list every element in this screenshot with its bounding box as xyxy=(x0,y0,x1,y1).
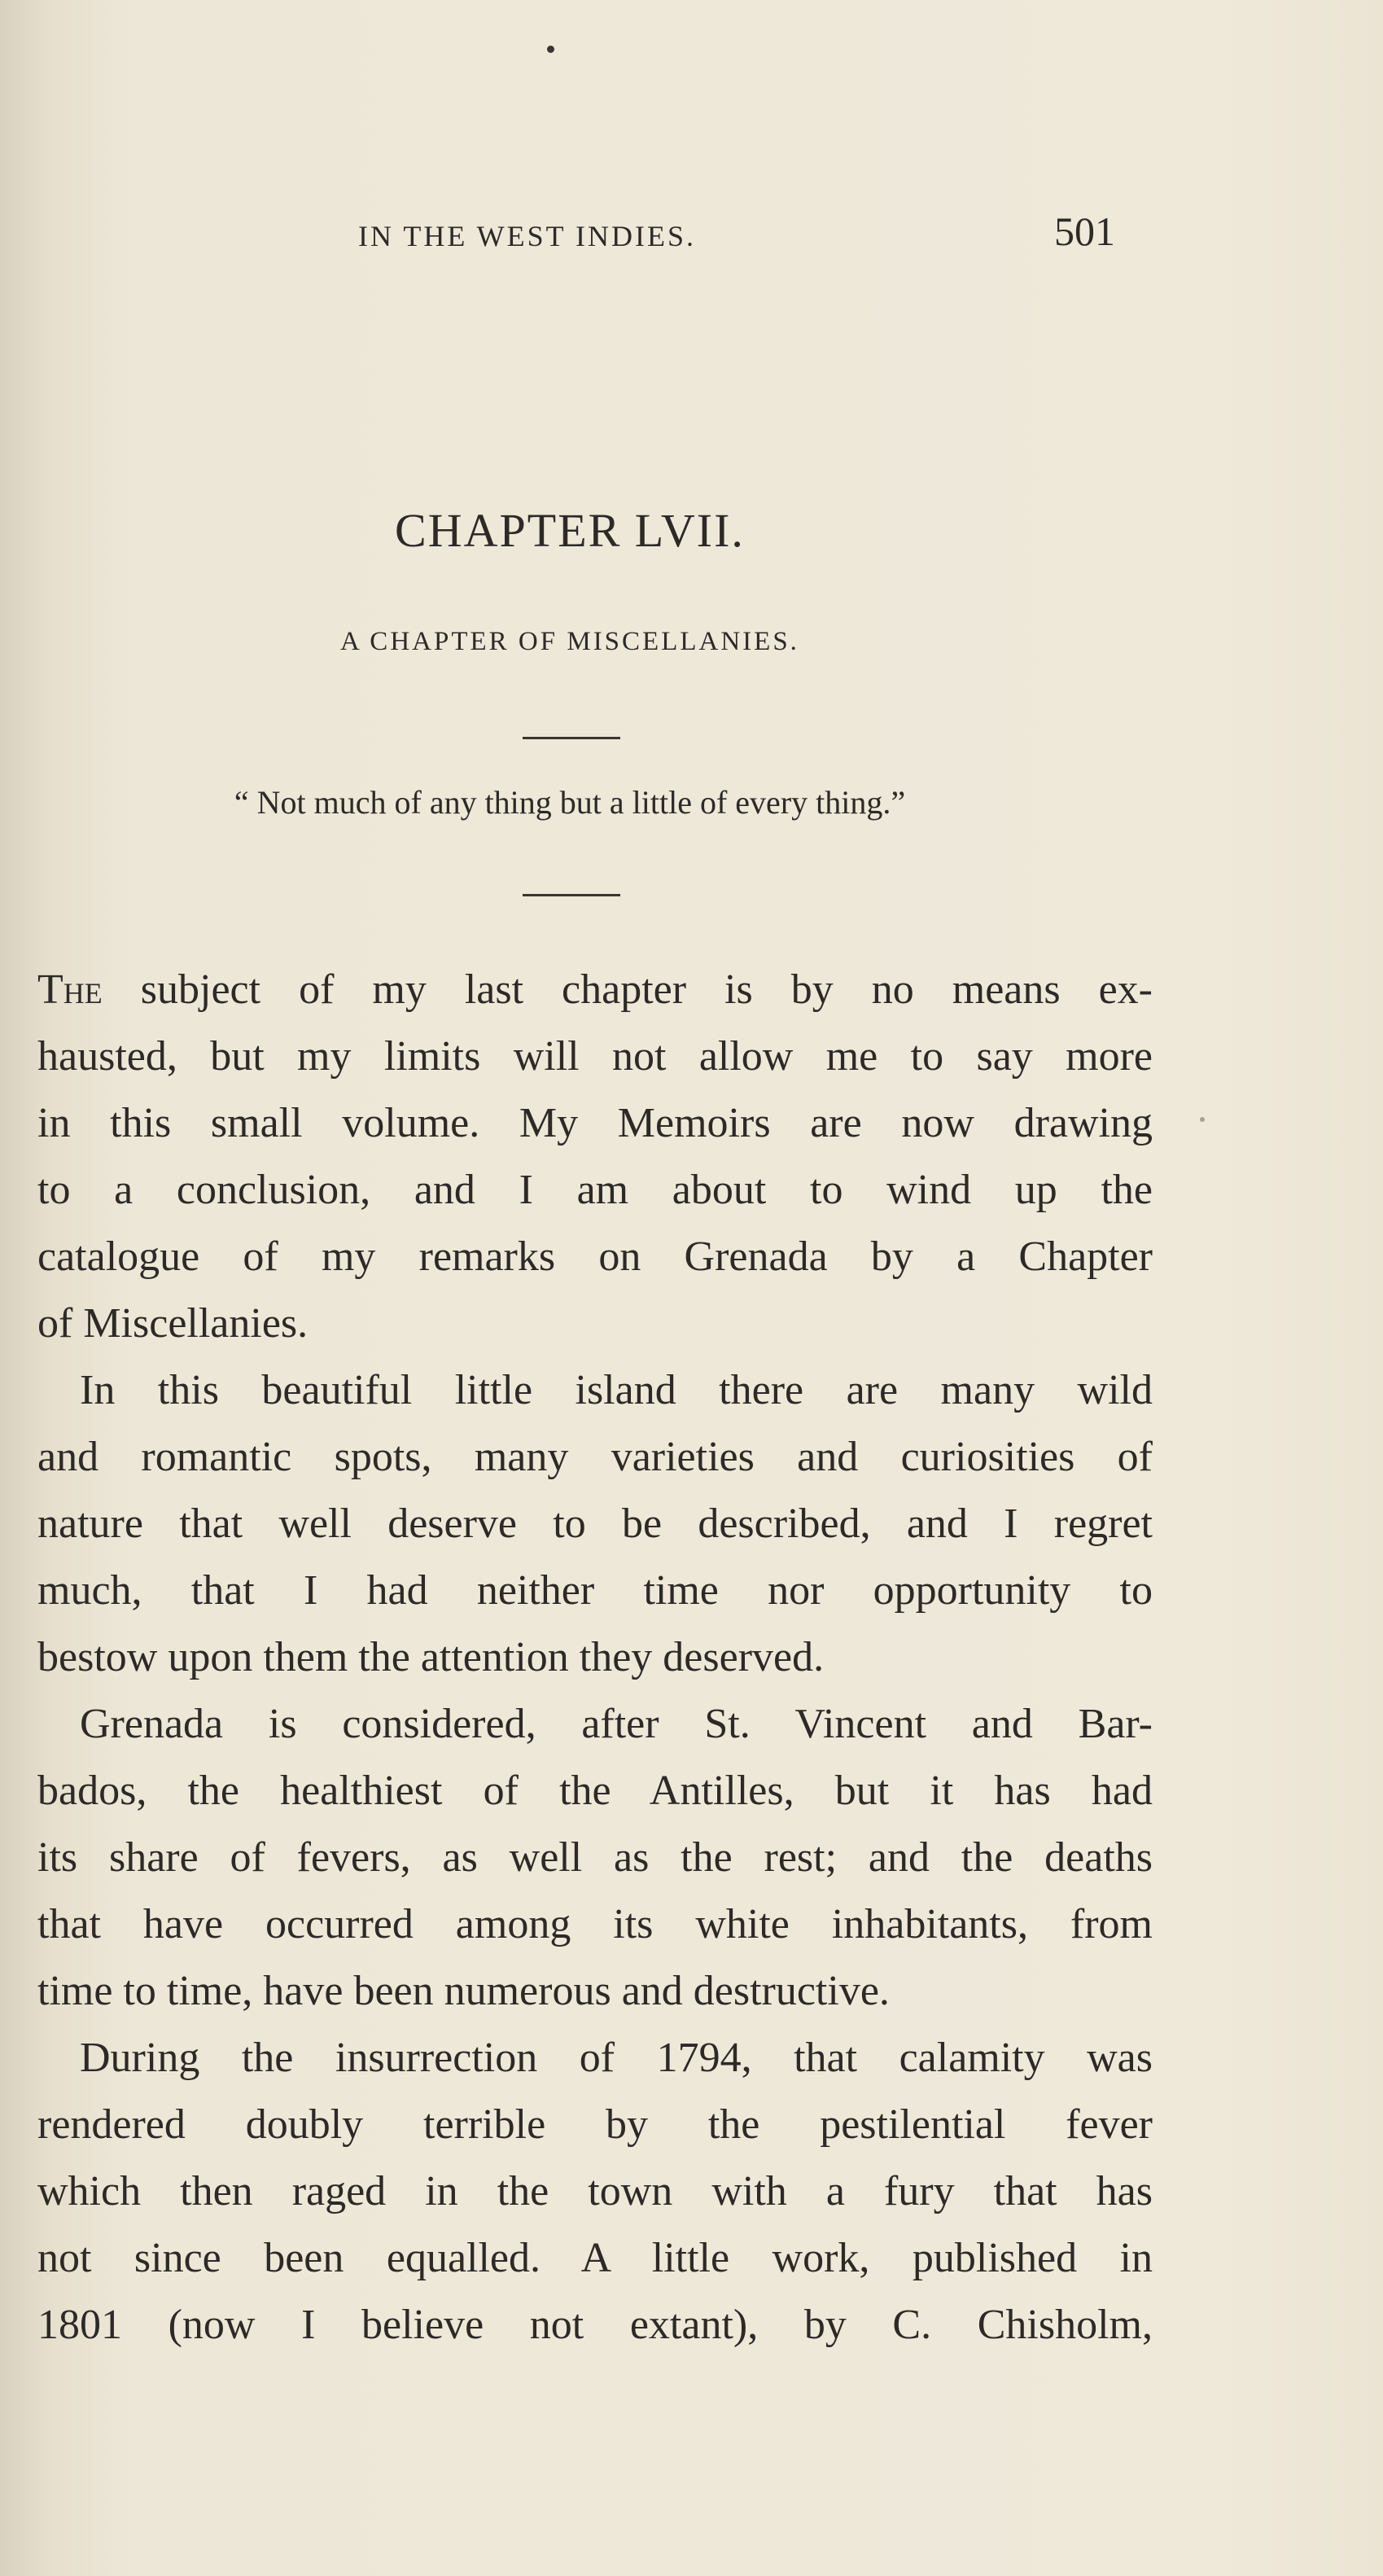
chapter-subtitle: A CHAPTER OF MISCELLANIES. xyxy=(340,627,799,656)
text-line: time to time, have been numerous and destructive. xyxy=(37,1968,890,2014)
text-line: which then raged in the town with a fury that has xyxy=(37,2168,1153,2215)
running-head xyxy=(0,208,1383,256)
epigraph: “ Not much of any thing but a little of every thing.” xyxy=(234,784,906,821)
text-line: rendered doubly terrible by the pestilential fever xyxy=(37,2101,1153,2148)
text-line: catalogue of my remarks on Grenada by a Chapter xyxy=(37,1233,1153,1280)
text-line: 1801 (now I believe not extant), by C. Chisholm, xyxy=(37,2302,1153,2348)
ink-speck xyxy=(547,46,554,53)
text-line: to a conclusion, and I am about to wind up the xyxy=(37,1167,1153,1213)
text-line: Grenada is considered, after St. Vincent and Bar- xyxy=(80,1701,1153,1747)
text-line: that have occurred among its white inhabitants, from xyxy=(37,1901,1153,1947)
chapter-title: CHAPTER LVII. xyxy=(395,504,745,557)
text-line: not since been equalled. A little work, published in xyxy=(37,2235,1153,2281)
text-line: in this small volume. My Memoirs are now drawing xyxy=(37,1100,1153,1146)
page-number: 501 xyxy=(1054,208,1115,254)
drop-word: The xyxy=(37,966,103,1013)
text-line: bados, the healthiest of the Antilles, but it has had xyxy=(37,1768,1153,1814)
body-text xyxy=(37,957,1153,2359)
divider-rule xyxy=(523,894,620,896)
text-line: During the insurrection of 1794, that calamity was xyxy=(80,2035,1153,2081)
text-line: bestow upon them the attention they deserved. xyxy=(37,1634,825,1680)
text-line: hausted, but my limits will not allow me to say more xyxy=(37,1033,1153,1080)
running-title: IN THE WEST INDIES. xyxy=(358,220,696,252)
ink-speck xyxy=(1200,1117,1205,1122)
text-line: much, that I had neither time nor opportunity to xyxy=(37,1567,1153,1614)
divider-rule xyxy=(523,737,620,739)
text-line: In this beautiful little island there are many wild xyxy=(80,1367,1153,1413)
text-line: nature that well deserve to be described, and I regret xyxy=(37,1500,1153,1547)
text-line: its share of fevers, as well as the rest; and the deaths xyxy=(37,1834,1153,1881)
text-line: of Miscellanies. xyxy=(37,1300,309,1347)
text-line: The subject of my last chapter is by no means ex- xyxy=(37,966,1153,1013)
text-line: and romantic spots, many varieties and curiosities of xyxy=(37,1434,1153,1480)
